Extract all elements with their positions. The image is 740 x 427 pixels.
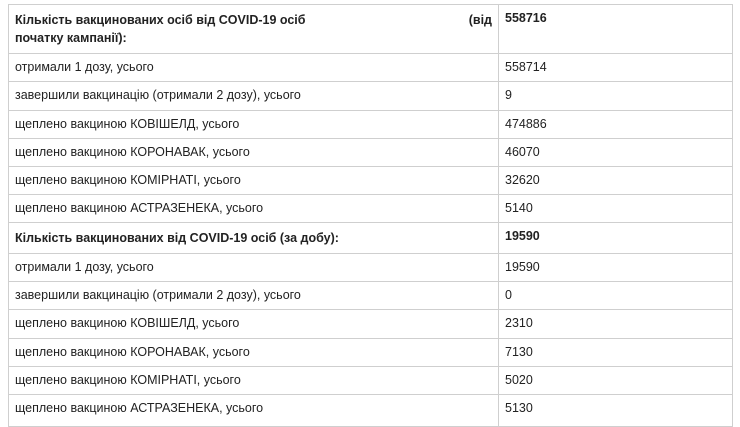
row-label-cell: щеплено вакциною КОРОНАВАК, усього: [9, 138, 499, 166]
table-row: [9, 5, 733, 54]
table-body: [9, 5, 733, 427]
row-value-cell: 5140: [499, 194, 733, 222]
row-value-cell: 0: [499, 282, 733, 310]
row-label-cell: отримали 1 дозу, усього: [9, 254, 499, 282]
table-row: [9, 166, 733, 194]
table-row: [9, 282, 733, 310]
row-label-cell: отримали 1 дозу, усього: [9, 54, 499, 82]
row-label-cell: щеплено вакциною КОВІШЕЛД, усього: [9, 110, 499, 138]
table-row: [9, 394, 733, 426]
row-label-cell: щеплено вакциною КОМІРНАТІ, усього: [9, 166, 499, 194]
row-label-line1: [15, 11, 492, 29]
row-label-cell: завершили вакцинацію (отримали 2 дозу), усього: [9, 282, 499, 310]
row-value-cell: 7130: [499, 338, 733, 366]
table-row: [9, 138, 733, 166]
row-label-cell: щеплено вакциною КОВІШЕЛД, усього: [9, 310, 499, 338]
row-label-cell: Кількість вакцинованих від COVID-19 осіб (за добу):: [9, 223, 499, 254]
table-row: [9, 223, 733, 254]
table-row: [9, 338, 733, 366]
row-value-cell: 5020: [499, 366, 733, 394]
vaccination-statistics-table: [8, 4, 733, 427]
row-label-cell: щеплено вакциною АСТРАЗЕНЕКА, усього: [9, 194, 499, 222]
row-value-cell: 2310: [499, 310, 733, 338]
row-label-cell: завершили вакцинацію (отримали 2 дозу), усього: [9, 82, 499, 110]
row-value-cell: 9: [499, 82, 733, 110]
table-row: [9, 110, 733, 138]
table-row: [9, 54, 733, 82]
row-value-cell: 19590: [499, 223, 733, 254]
row-label-text: Кількість вакцинованих осіб від COVID-19 осіб: [15, 13, 306, 27]
row-label-cell: щеплено вакциною КОРОНАВАК, усього: [9, 338, 499, 366]
row-value-cell: 5130: [499, 394, 733, 426]
row-value-cell: 19590: [499, 254, 733, 282]
table-row: [9, 254, 733, 282]
row-label-cell: [9, 5, 499, 54]
table-row: [9, 194, 733, 222]
row-label-cell: щеплено вакциною АСТРАЗЕНЕКА, усього: [9, 394, 499, 426]
row-value-cell: 558714: [499, 54, 733, 82]
table-row: [9, 366, 733, 394]
row-value-cell: 558716: [499, 5, 733, 54]
row-value-cell: 46070: [499, 138, 733, 166]
row-label-line2: початку кампанії):: [15, 31, 127, 46]
table-row: [9, 82, 733, 110]
row-value-cell: 32620: [499, 166, 733, 194]
table-row: [9, 310, 733, 338]
row-value-cell: 474886: [499, 110, 733, 138]
row-label-cell: щеплено вакциною КОМІРНАТІ, усього: [9, 366, 499, 394]
row-label-tail: (від: [468, 13, 492, 27]
